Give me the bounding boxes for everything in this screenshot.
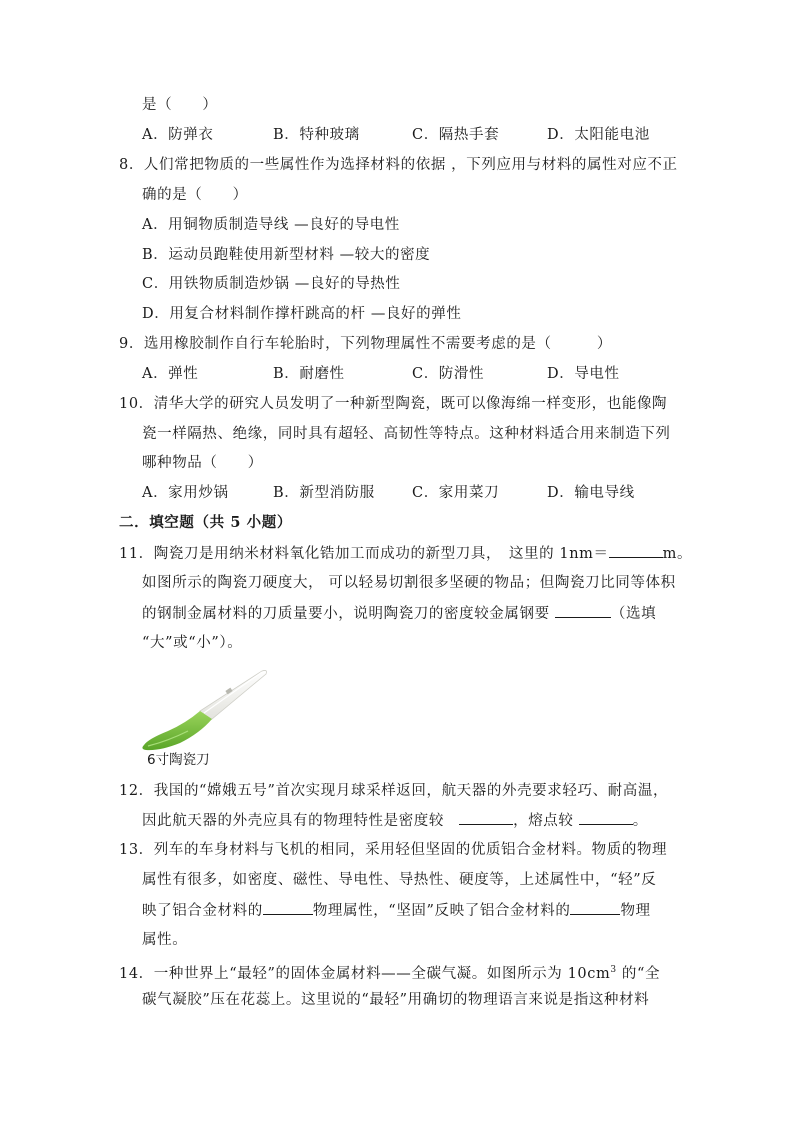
q7-stem-tail: 是（ ） (142, 97, 218, 113)
q13-stem-line3: 映了铝合金材料的 物理属性，“坚固”反映了铝合金材料的 物理 (142, 900, 651, 921)
q13-stem-line1: 13．列车的车身材料与飞机的相同，采用轻但坚固的优质铝合金材料。物质的物理 (119, 842, 668, 858)
q12-blank-1[interactable] (459, 810, 513, 825)
q9-option-a: A．弹性 (142, 366, 199, 382)
q13-stem-line4: 属性。 (142, 932, 188, 948)
q10-option-d: D．输电导线 (547, 485, 635, 501)
q12-stem-line2: 因此航天器的外壳应具有的物理特性是密度较 ，熔点较 。 (142, 810, 648, 831)
q14-stem-line1: 14．一种世界上“最轻”的固体金属材料——全碳气凝。如图所示为 $10cm^3$ 的“全 (119, 965, 661, 982)
q7-option-d: D．太阳能电池 (547, 127, 650, 143)
q10-options (142, 483, 702, 503)
q13-blank-1[interactable] (263, 900, 313, 915)
q11-stem-line1: 11．陶瓷刀是用纳米材料氧化锆加工而成功的新型刀具， 这里的 1nm＝ m。 (119, 543, 692, 564)
q9-option-d: D．导电性 (547, 366, 620, 382)
q9-option-c: C．防滑性 (412, 366, 485, 382)
q9-option-b: B．耐磨性 (273, 366, 345, 382)
q7-option-a: A．防弹衣 (142, 127, 214, 143)
q11-blank-1[interactable] (609, 543, 663, 558)
q8-option-d: D．用复合材料制作撑杆跳高的杆 —良好的弹性 (142, 306, 462, 322)
q11-stem-line4: “大”或“小”）。 (142, 635, 243, 651)
q7-option-c: C．隔热手套 (412, 127, 500, 143)
superscript: 3 (610, 965, 617, 975)
q11-stem-line3: 的钢制金属材料的刀质量要小，说明陶瓷刀的密度较金属钢要 （选填 (142, 603, 656, 624)
q14-stem-line2: 碳气凝胶”压在花蕊上。这里说的“最轻”用确切的物理语言来说是指这种材料 (142, 992, 650, 1008)
q11-stem-line2: 如图所示的陶瓷刀硬度大， 可以轻易切割很多坚硬的物品；但陶瓷刀比同等体积 (142, 575, 676, 591)
q10-stem-line2: 瓷一样隔热、绝缘，同时具有超轻、高韧性等特点。这种材料适合用来制造下列 (142, 426, 671, 442)
q10-stem-line3: 哪种物品（ ） (142, 455, 263, 471)
q12-stem-line1: 12．我国的“嫦娥五号”首次实现月球采样返回，航天器的外壳要求轻巧、耐高温， (119, 783, 669, 799)
q8-option-a: A．用铜物质制造导线 —良好的导电性 (142, 217, 400, 233)
ceramic-knife-image (138, 667, 270, 753)
section-heading: 二．填空题（共 5 小题） (119, 514, 292, 531)
q10-option-b: B．新型消防服 (273, 485, 375, 501)
q8-stem-line2: 确的是（ ） (142, 187, 248, 203)
q7-options (142, 125, 702, 145)
q13-stem-line2: 属性有很多，如密度、磁性、导电性、导热性、硬度等，上述属性中，“轻”反 (142, 872, 657, 888)
q13-blank-2[interactable] (570, 900, 620, 915)
figure-caption: 6寸陶瓷刀 (147, 752, 210, 768)
q10-option-c: C．家用菜刀 (412, 485, 500, 501)
q12-blank-2[interactable] (579, 810, 633, 825)
q8-stem-line1: 8．人们常把物质的一些属性作为选择材料的依据 ，下列应用与材料的属性对应不正 (119, 157, 678, 173)
q10-stem-line1: 10．清华大学的研究人员发明了一种新型陶瓷，既可以像海绵一样变形，也能像陶 (119, 396, 668, 412)
q9-options (142, 364, 702, 384)
q8-option-b: B．运动员跑鞋使用新型材料 —较大的密度 (142, 247, 431, 263)
q8-option-c: C．用铁物质制造炒锅 —良好的导热性 (142, 276, 401, 292)
q11-blank-2[interactable] (555, 603, 611, 618)
q9-stem: 9．选用橡胶制作自行车轮胎时，下列物理属性不需要考虑的是（ ） (119, 336, 613, 352)
q7-option-b: B．特种玻璃 (273, 127, 360, 143)
q10-option-a: A．家用炒锅 (142, 485, 229, 501)
